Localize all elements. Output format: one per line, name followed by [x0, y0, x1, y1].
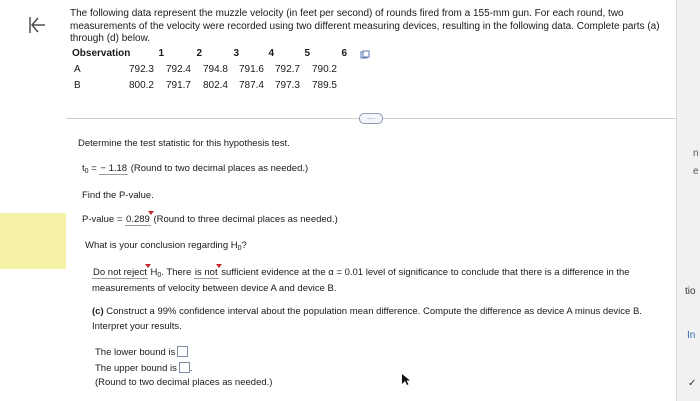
table-cell: 789.5 [311, 80, 337, 91]
test-stat-note: (Round to two decimal places as needed.) [130, 163, 309, 174]
col-header: 3 [233, 48, 239, 59]
expand-more-button[interactable]: .... [359, 113, 383, 124]
evidence-dropdown[interactable] [194, 267, 219, 279]
part-c-head: (c) [92, 306, 104, 317]
conclusion-line-1 [92, 267, 630, 279]
pvalue-label: P-value = [82, 214, 123, 225]
test-stat-line [82, 163, 308, 175]
table-cell: 791.7 [165, 80, 191, 91]
conclusion-prompt [85, 240, 247, 252]
pvalue-value: 0.289 [126, 214, 150, 225]
equals-sign: = [91, 163, 97, 174]
lower-bound-input[interactable] [177, 346, 188, 357]
dropdown-marker-icon [145, 264, 151, 268]
evidence-choice: is not [194, 267, 218, 278]
part-c-line-1 [92, 306, 642, 317]
col-header: 6 [341, 48, 347, 59]
row-label: A [74, 64, 81, 75]
part-c-instructions: Construct a 99% confidence interval about the population mean difference. Compute the difference as device A minus device B. [106, 306, 642, 317]
answer-marker-icon [148, 211, 154, 215]
test-stat-var: t [82, 163, 85, 174]
back-arrow-icon[interactable] [26, 14, 48, 36]
pvalue-answer[interactable] [125, 214, 151, 226]
lower-bound-line [95, 346, 188, 358]
test-stat-sub: 0 [84, 168, 89, 175]
test-stat-prompt: Determine the test statistic for this hypothesis test. [78, 138, 290, 149]
table-cell: 794.8 [202, 64, 228, 75]
reject-dropdown[interactable] [92, 267, 148, 279]
h0-text: H [150, 267, 158, 278]
table-cell: 792.4 [165, 64, 191, 75]
h0-sub: 0 [157, 272, 162, 279]
lower-bound-label: The lower bound is [95, 347, 176, 358]
right-frag-e: e [693, 166, 699, 177]
pvalue-note: (Round to three decimal places as needed.) [153, 214, 338, 225]
table-cell: 787.4 [238, 80, 264, 91]
conclusion-prompt-text: What is your conclusion regarding H [85, 240, 238, 251]
row-label: B [74, 80, 81, 91]
right-frag-check: ✓ [688, 378, 697, 389]
conclusion-rest: sufficient evidence at the α = 0.01 level of significance to conclude that there is a difference in the [221, 267, 630, 278]
right-frag-tio: tio [685, 286, 696, 297]
pvalue-line [82, 214, 338, 226]
upper-bound-line: The upper bound is . [95, 363, 193, 374]
right-frag-n: n [693, 148, 699, 159]
col-header: 4 [268, 48, 274, 59]
table-cell: 792.3 [128, 64, 154, 75]
table-cell: 792.7 [274, 64, 300, 75]
right-frag-in: In [687, 330, 696, 341]
col-header: 2 [196, 48, 202, 59]
conclusion-prompt-end: ? [241, 240, 247, 251]
pvalue-prompt: Find the P-value. [82, 190, 154, 201]
conclusion-prompt-sub: 0 [237, 245, 242, 252]
dropdown-marker-icon [216, 264, 222, 268]
there-text: . There [161, 267, 192, 278]
table-cell: 802.4 [202, 80, 228, 91]
copy-data-icon[interactable] [360, 50, 370, 60]
highlight-band [0, 213, 66, 269]
table-cell: 797.3 [274, 80, 300, 91]
reject-choice: Do not reject [93, 267, 147, 278]
conclusion-line-2: measurements of velocity between device A and device B. [92, 283, 337, 294]
problem-statement: The following data represent the muzzle velocity (in feet per second) of rounds fired from a 155-mm gun. For each round, two measurements of the velocity were recorded using two different measuring devices, resulting in the following data. Complete parts (a) through (d) below. [70, 8, 660, 44]
table-cell: 790.2 [311, 64, 337, 75]
mouse-cursor-icon [402, 374, 411, 386]
left-nav-strip [0, 0, 62, 401]
table-cell: 800.2 [128, 80, 154, 91]
col-header: 1 [158, 48, 164, 59]
upper-bound-input[interactable] [179, 362, 190, 373]
col-header: 5 [304, 48, 310, 59]
part-c-line-2: Interpret your results. [92, 321, 182, 332]
test-stat-answer[interactable]: − 1.18 [100, 163, 128, 174]
table-cell: 791.6 [238, 64, 264, 75]
bounds-note: (Round to two decimal places as needed.) [95, 377, 273, 388]
upper-bound-label: The upper bound is [95, 363, 177, 374]
observation-header: Observation [72, 48, 131, 59]
